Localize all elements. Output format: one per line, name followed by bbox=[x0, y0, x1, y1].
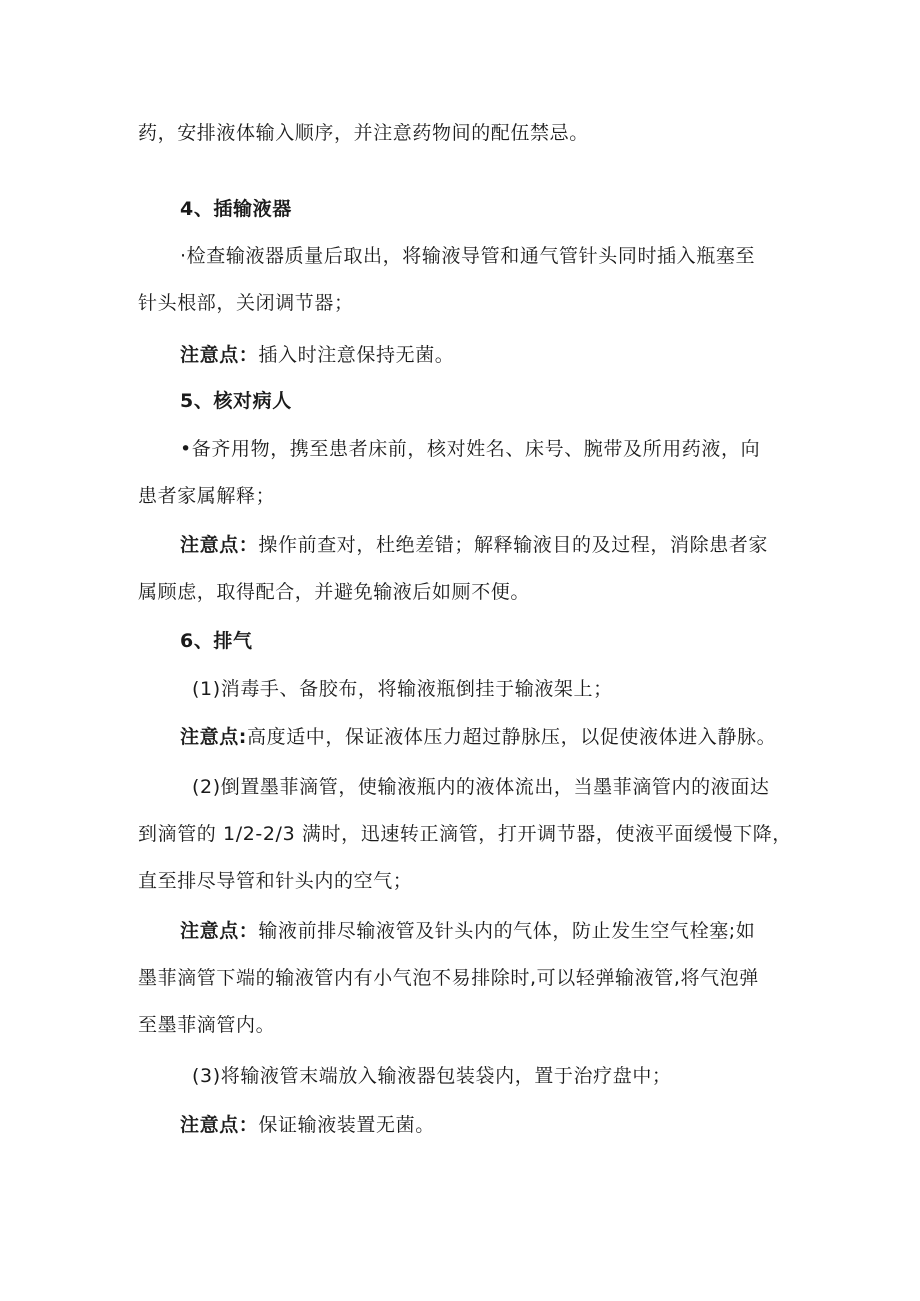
step-text-4-line2 bbox=[138, 291, 798, 315]
text-line: ·检查输液器质量后取出，将输液导管和通气管针头同时插入瓶塞至 bbox=[180, 245, 756, 267]
note-4 bbox=[180, 343, 840, 367]
note-6-2-line2 bbox=[138, 966, 798, 990]
note-5-line1 bbox=[180, 533, 840, 557]
note-label: 注意点： bbox=[180, 920, 259, 942]
text-line: 患者家属解释； bbox=[138, 485, 276, 507]
note-6-2-line1 bbox=[180, 919, 840, 943]
text-line-continuation bbox=[138, 121, 798, 145]
section-heading-4 bbox=[180, 197, 840, 221]
step-text-4-line1 bbox=[180, 244, 840, 268]
note-text: 操作前查对，杜绝差错；解释输液目的及过程，消除患者家 bbox=[258, 534, 769, 556]
text-line: (2)倒置墨菲滴管，使输液瓶内的液体流出，当墨菲滴管内的液面达 bbox=[192, 776, 770, 798]
step-6-2-line2 bbox=[138, 822, 798, 846]
text-line: 直至排尽导管和针头内的空气； bbox=[138, 870, 413, 892]
note-label: 注意点： bbox=[180, 534, 259, 556]
note-5-line2 bbox=[138, 580, 798, 604]
note-label: 注意点: bbox=[180, 726, 247, 748]
step-6-2-line1 bbox=[192, 775, 852, 799]
step-text-5-line2 bbox=[138, 484, 798, 508]
text-line: (3)将输液管末端放入输液器包装袋内，置于治疗盘中； bbox=[192, 1065, 672, 1087]
note-text: 高度适中，保证液体压力超过静脉压，以促使液体进入静脉。 bbox=[247, 726, 777, 748]
heading-text: 6、排气 bbox=[180, 630, 253, 652]
note-text: 墨菲滴管下端的输液管内有小气泡不易排除时,可以轻弹输液管,将气泡弹 bbox=[138, 967, 759, 989]
heading-text: 5、核对病人 bbox=[180, 390, 292, 412]
note-6-2-line3 bbox=[138, 1013, 798, 1037]
note-6-1 bbox=[180, 725, 840, 749]
text-line: 到滴管的 1/2-2/3 满时，迅速转正滴管，打开调节器，使液平面缓慢下降， bbox=[138, 823, 792, 845]
step-6-2-line3 bbox=[138, 869, 798, 893]
heading-text: 4、插输液器 bbox=[180, 198, 292, 220]
note-text: 输液前排尽输液管及针头内的气体，防止发生空气栓塞;如 bbox=[258, 920, 756, 942]
text-line: 针头根部，关闭调节器； bbox=[138, 292, 354, 314]
note-label: 注意点： bbox=[180, 1114, 259, 1136]
section-heading-5 bbox=[180, 389, 840, 413]
text-line: (1)消毒手、备胶布，将输液瓶倒挂于输液架上； bbox=[192, 678, 613, 700]
step-6-1 bbox=[192, 677, 852, 701]
note-text: 至墨菲滴管内。 bbox=[138, 1014, 276, 1036]
text-line: •备齐用物，携至患者床前，核对姓名、床号、腕带及所用药液，向 bbox=[180, 438, 761, 460]
note-label: 注意点： bbox=[180, 344, 259, 366]
note-6-3 bbox=[180, 1113, 840, 1137]
note-text: 保证输液装置无菌。 bbox=[258, 1114, 435, 1136]
step-text-5-line1 bbox=[180, 437, 840, 461]
note-text: 插入时注意保持无菌。 bbox=[258, 344, 455, 366]
note-text: 属顾虑，取得配合，并避免输液后如厕不便。 bbox=[138, 581, 531, 603]
text-line: 药，安排液体输入顺序，并注意药物间的配伍禁忌。 bbox=[138, 122, 589, 144]
step-6-3 bbox=[192, 1064, 852, 1088]
section-heading-6 bbox=[180, 629, 840, 653]
